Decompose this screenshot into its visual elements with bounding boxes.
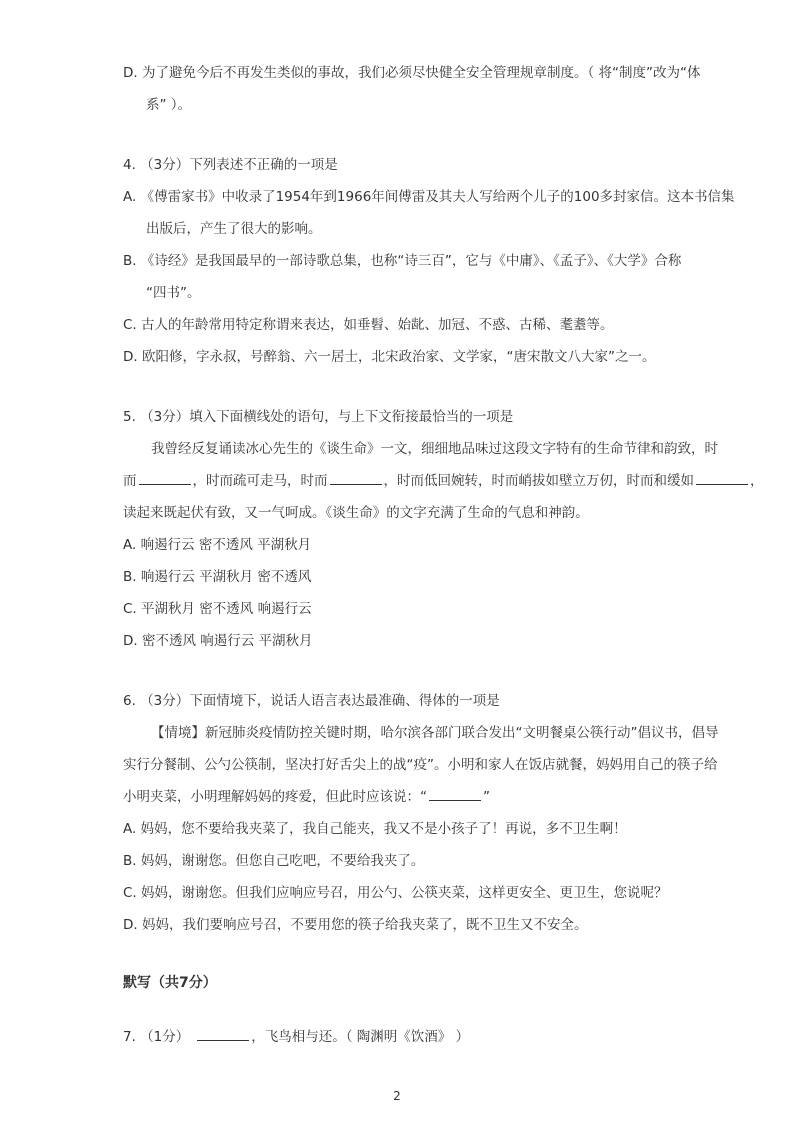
q6-option-d: D. 妈妈，我们要响应号召，不要用您的筷子给我夹菜了，既不卫生又不安全。 bbox=[123, 917, 588, 933]
q5-passage-line2 bbox=[123, 472, 764, 490]
q3-option-d-line2: 系” ）。 bbox=[146, 97, 192, 113]
answer-blank bbox=[429, 788, 481, 801]
q5-option-b: B. 响遏行云 平湖秋月 密不透风 bbox=[123, 569, 312, 585]
section-title: 默写（共7分） bbox=[123, 975, 217, 991]
q4-option-a-line2: 出版后，产生了很大的影响。 bbox=[146, 221, 322, 237]
q7-number: 7. （1分） bbox=[123, 1029, 190, 1045]
q6-option-b: B. 妈妈，谢谢您。但您自己吃吧，不要给我夹了。 bbox=[123, 853, 425, 869]
q5-passage-line1: 我曾经反复诵读冰心先生的《谈生命》一文，细细地品味过这段文字特有的生命节律和韵致，时 bbox=[151, 441, 718, 457]
q6-context-line3 bbox=[123, 788, 490, 806]
q4-stem: 4. （3分）下列表述不正确的一项是 bbox=[123, 157, 338, 173]
q6-context-line3-part1: 小明夹菜，小明理解妈妈的疼爱，但此时应该说：“ bbox=[123, 789, 427, 805]
q5-passage-line2-part2: ，时而疏可走马，时而 bbox=[192, 473, 328, 489]
q5-passage-line2-part1: 而 bbox=[123, 473, 137, 489]
q3-option-d-line1: D. 为了避免今后不再发生类似的事故，我们必须尽快健全安全管理规章制度。（ 将“制度”改为“体 bbox=[123, 65, 701, 81]
q6-context-line1: 【情境】新冠肺炎疫情防控关键时期，哈尔滨各部门联合发出“文明餐桌公筷行动”倡议书，倡导 bbox=[151, 725, 719, 741]
q4-option-b-line1: B. 《诗经》是我国最早的一部诗歌总集，也称“诗三百”，它与《中庸》、《孟子》、《大学》合称 bbox=[123, 253, 682, 269]
q4-option-d: D. 欧阳修，字永叔，号醉翁、六一居士，北宋政治家、文学家，“唐宋散文八大家”之一。 bbox=[123, 349, 656, 365]
q7-line bbox=[123, 1028, 469, 1046]
q5-option-d: D. 密不透风 响遏行云 平湖秋月 bbox=[123, 633, 313, 649]
q5-option-a: A. 响遏行云 密不透风 平湖秋月 bbox=[123, 537, 312, 553]
answer-blank bbox=[197, 1028, 249, 1041]
q6-context-line3-part2: ” bbox=[483, 789, 490, 805]
answer-blank bbox=[139, 472, 191, 485]
q6-context-line2: 实行分餐制、公勺公筷制，坚决打好舌尖上的战“疫”。小明和家人在饭店就餐，妈妈用自己的筷子给 bbox=[123, 757, 718, 773]
q5-passage-line3: 读起来既起伏有致，又一气呵成。《谈生命》的文字充满了生命的气息和神韵。 bbox=[123, 505, 589, 521]
q5-stem: 5. （3分）填入下面横线处的语句，与上下文衔接最恰当的一项是 bbox=[123, 409, 514, 425]
q4-option-b-line2: “四书”。 bbox=[146, 285, 201, 301]
q5-option-c: C. 平湖秋月 密不透风 响遏行云 bbox=[123, 601, 312, 617]
q6-option-a: A. 妈妈，您不要给我夹菜了，我自己能夹，我又不是小孩子了！再说，多不卫生啊！ bbox=[123, 821, 627, 837]
answer-blank bbox=[696, 472, 748, 485]
q6-option-c: C. 妈妈，谢谢您。但我们应响应号召，用公勺、公筷夹菜，这样更安全、更卫生，您说呢？ bbox=[123, 885, 668, 901]
page-number: 2 bbox=[393, 1089, 401, 1103]
q5-passage-line2-part4: ， bbox=[750, 473, 764, 489]
q6-stem: 6. （3分）下面情境下，说话人语言表达最准确、得体的一项是 bbox=[123, 693, 500, 709]
q4-option-c: C. 古人的年龄常用特定称谓来表达，如垂髫、始龀、加冠、不惑、古稀、耄耋等。 bbox=[123, 317, 614, 333]
q4-option-a-line1: A. 《傅雷家书》中收录了1954年到1966年间傅雷及其夫人写给两个儿子的100多封家信。这本书信集 bbox=[123, 189, 735, 205]
answer-blank bbox=[330, 472, 382, 485]
q5-passage-line2-part3: ，时而低回婉转，时而峭拔如壁立万仞，时而和缓如 bbox=[383, 473, 694, 489]
q7-text: ，飞鸟相与还。（ 陶渊明《饮酒》 ） bbox=[251, 1029, 470, 1045]
